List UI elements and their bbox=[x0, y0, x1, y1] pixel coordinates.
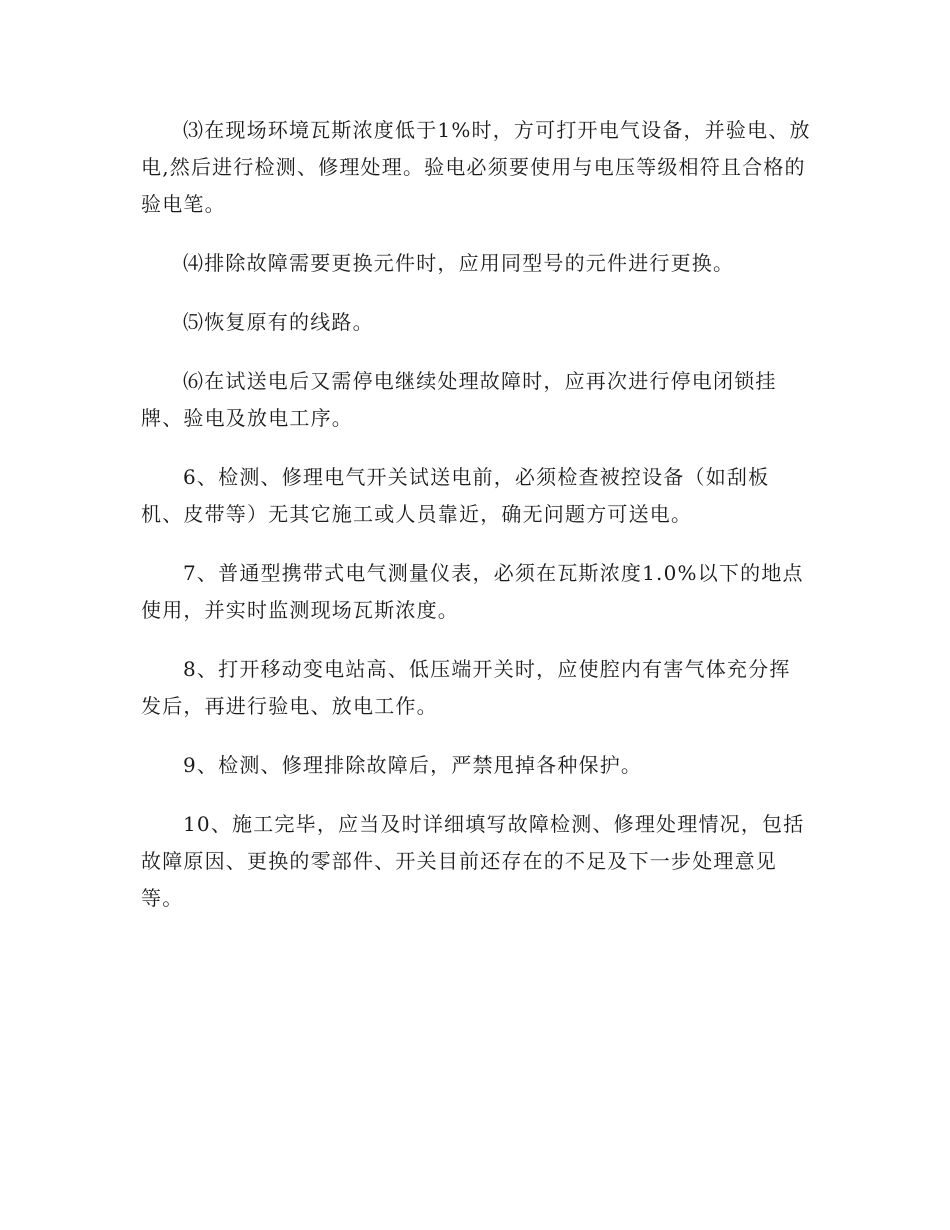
document-body bbox=[141, 112, 811, 939]
paragraph-step-3: ⑶在现场环境瓦斯浓度低于1%时，方可打开电气设备，并验电、放电,然后进行检测、修理处理。验电必须要使用与电压等级相符且合格的验电笔。 bbox=[141, 118, 811, 216]
paragraph-item-6: 6、检测、修理电气开关试送电前，必须检查被控设备（如刮板机、皮带等）无其它施工或人员靠近，确无问题方可送电。 bbox=[141, 465, 770, 526]
paragraph-step-6: ⑹在试送电后又需停电继续处理故障时，应再次进行停电闭锁挂牌、验电及放电工序。 bbox=[141, 369, 777, 430]
paragraph-step-4: ⑷排除故障需要更换元件时，应用同型号的元件进行更换。 bbox=[183, 251, 735, 275]
paragraph-step-5: ⑸恢复原有的线路。 bbox=[183, 310, 374, 334]
paragraph-item-10: 10、施工完毕，应当及时详细填写故障检测、修理处理情况，包括故障原因、更换的零部件、开关目前还存在的不足及下一步处理意见等。 bbox=[141, 812, 805, 910]
paragraph-item-8: 8、打开移动变电站高、低压端开关时，应使腔内有害气体充分挥发后，再进行验电、放电工作。 bbox=[141, 657, 791, 718]
paragraph-item-9: 9、检测、修理排除故障后，严禁甩掉各种保护。 bbox=[183, 753, 643, 777]
paragraph-item-7: 7、普通型携带式电气测量仪表，必须在瓦斯浓度1.0%以下的地点使用，并实时监测现场瓦斯浓度。 bbox=[141, 561, 804, 622]
